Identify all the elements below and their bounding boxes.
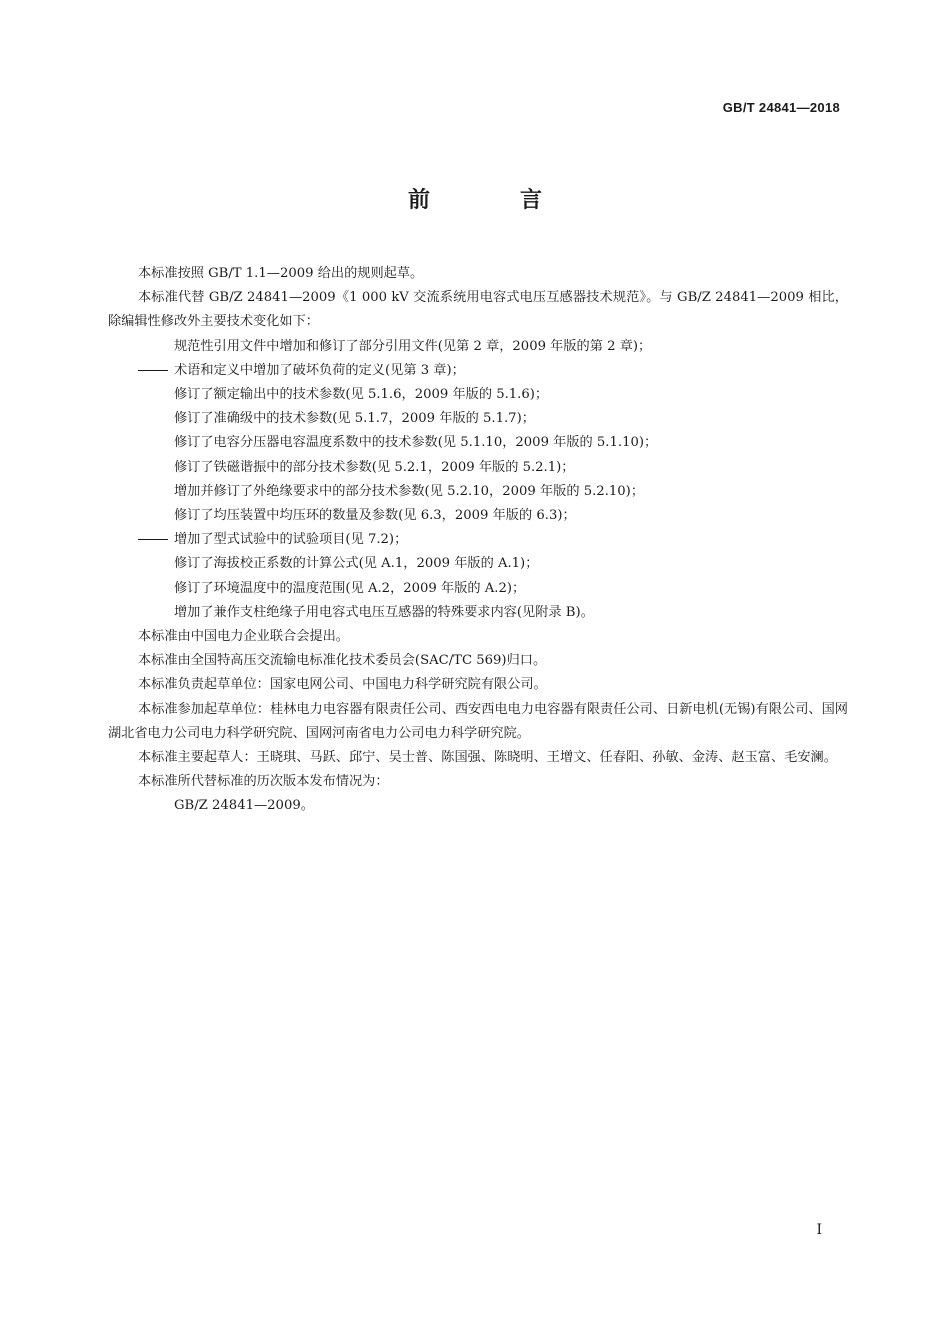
change-item: 修订了均压装置中均压环的数量及参数(见 6.3，2009 年版的 6.3)； [174,508,576,524]
dash-mark [138,370,168,371]
foreword-body [108,262,848,819]
paragraph-history-intro: 本标准所代替标准的历次版本发布情况为： [138,774,389,790]
change-item: 修订了海拔校正系数的计算公式(见 A.1，2009 年版的 A.1)； [174,556,539,572]
change-item [108,359,848,383]
change-item: 修订了额定输出中的技术参数(见 5.1.6，2009 年版的 5.1.6)； [174,387,549,403]
paragraph-drafting-rules: 本标准按照 GB/T 1.1—2009 给出的规则起草。 [138,266,424,281]
paragraph-proposer: 本标准由中国电力企业联合会提出。 [138,629,349,645]
change-item: 修订了电容分压器电容温度系数中的技术参数(见 5.1.10，2009 年版的 5.1.10)； [174,435,658,451]
paragraph-main-drafters: 本标准主要起草人：王晓琪、马跃、邱宁、吴士普、陈国强、陈晓明、王增文、任春阳、孙敏、金涛、赵玉富、毛安澜。 [138,750,837,766]
paragraph-participating-drafters: 本标准参加起草单位：桂林电力电容器有限责任公司、西安西电电力电容器有限责任公司、日新电机(无锡)有限公司、国网湖北省电力公司电力科学研究院、国网河南省电力公司电力科学研究院。 [108,701,848,741]
paragraph-replacement: 本标准代替 GB/Z 24841—2009《1 000 kV 交流系统用电容式电压互感器技术规范》。与 GB/Z 24841—2009 相比，除编辑性修改外主要技术变化如下： [108,290,848,330]
change-item: 修订了铁磁谐振中的部分技术参数(见 5.2.1，2009 年版的 5.2.1)； [174,459,575,475]
change-item-text: 增加了型式试验中的试验项目(见 7.2)； [174,532,408,548]
standard-code: GB/T 24841—2018 [722,100,840,115]
paragraph-committee: 本标准由全国特高压交流输电标准化技术委员会(SAC/TC 569)归口。 [138,653,547,669]
change-item: 修订了准确级中的技术参数(见 5.1.7，2009 年版的 5.1.7)； [174,411,535,427]
page-title: 前 言 [407,188,576,213]
change-item: 规范性引用文件中增加和修订了部分引用文件(见第 2 章，2009 年版的第 2 章)； [174,338,652,354]
change-item: 修订了环境温度中的温度范围(见 A.2，2009 年版的 A.2)； [174,580,526,596]
dash-mark [138,539,168,540]
page-number: I [816,1222,822,1238]
change-item-text: 术语和定义中增加了破坏负荷的定义(见第 3 章)； [174,362,465,378]
change-item: 增加了兼作支柱绝缘子用电容式电压互感器的特殊要求内容(见附录 B)。 [174,604,594,620]
history-entry: GB/Z 24841—2009。 [174,798,314,814]
change-item [108,528,848,552]
paragraph-lead-drafters: 本标准负责起草单位：国家电网公司、中国电力科学研究院有限公司。 [138,677,547,693]
change-item: 增加并修订了外绝缘要求中的部分技术参数(见 5.2.10，2009 年版的 5.2.10)； [174,483,645,499]
